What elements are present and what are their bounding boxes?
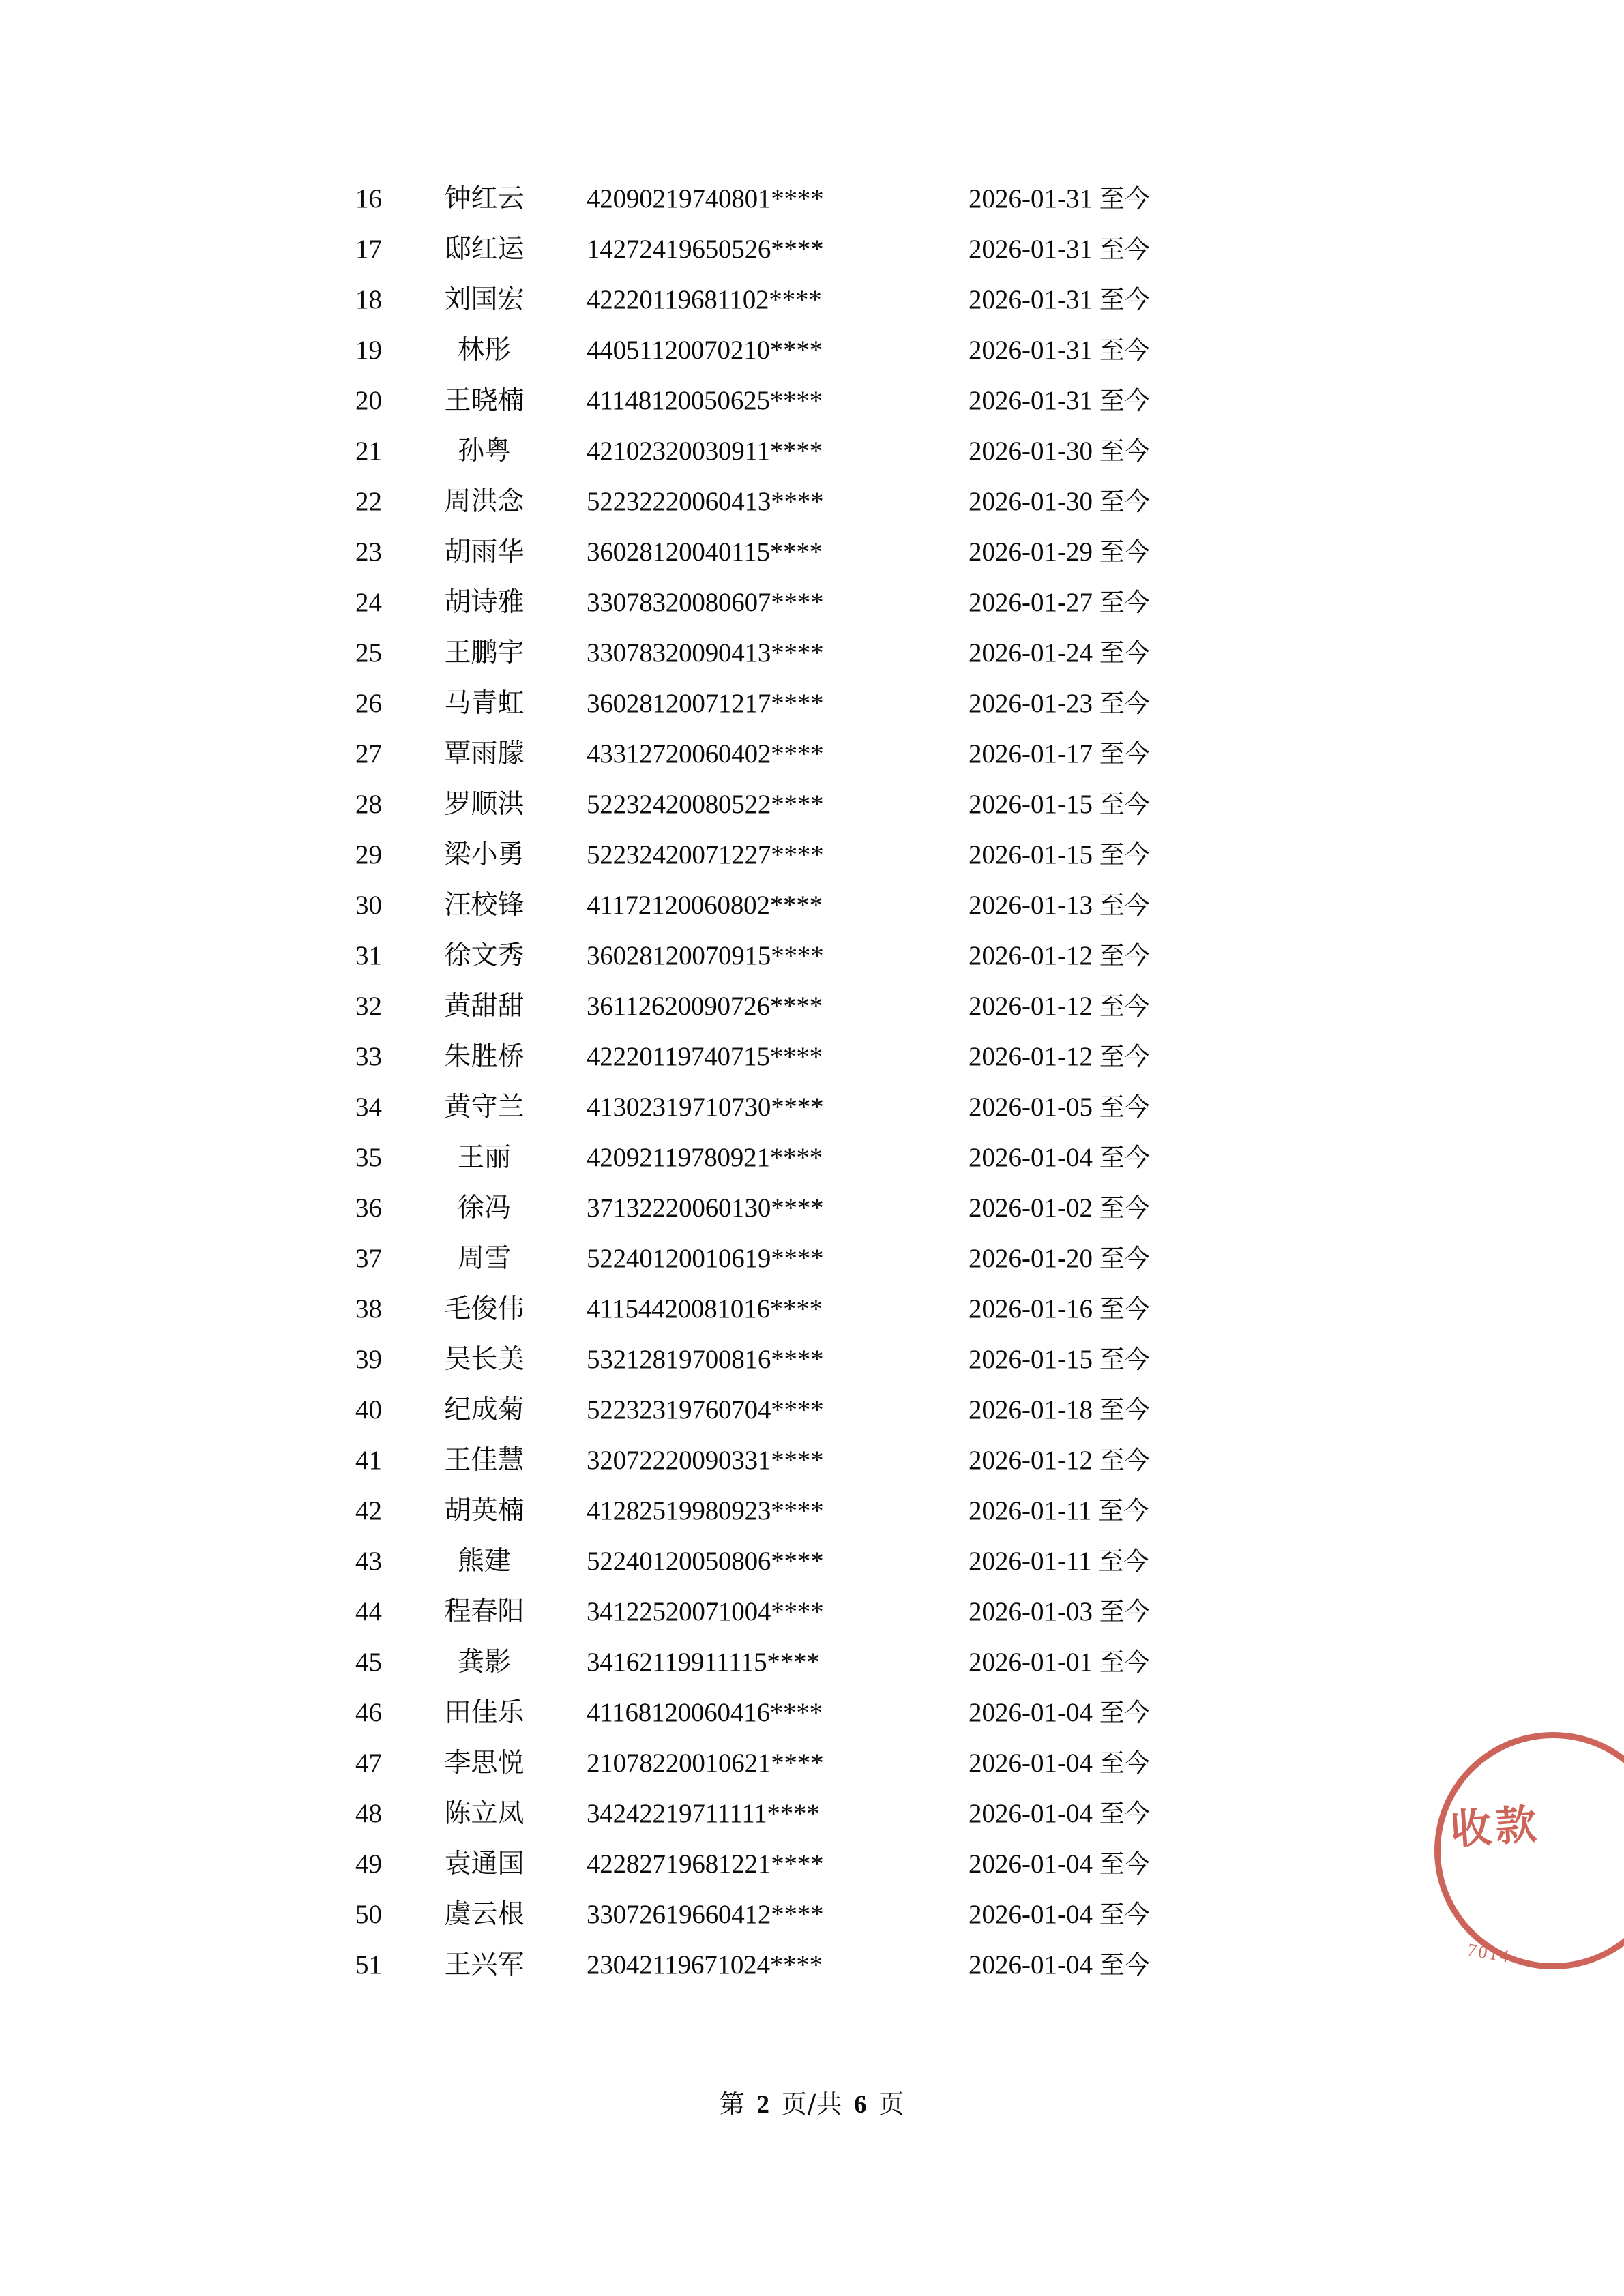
row-name: 龚影 [457,1646,511,1678]
row-date-range [969,477,1624,527]
row-status: 至今 [1098,1495,1149,1525]
row-status: 至今 [1099,1899,1150,1929]
row-id-number: 41172120060802**** [587,890,823,920]
row-date: 2026-01-31 [969,284,1093,314]
table-row [0,981,1624,1032]
row-id-number: 42282719681221**** [587,1849,824,1879]
footer-prefix: 第 [719,2089,745,2119]
table-row [0,1335,1624,1385]
row-id-number: 52232220060413**** [587,486,824,516]
table-row [0,376,1624,426]
row-index: 16 [355,183,382,213]
table-row [0,880,1624,931]
row-index: 50 [355,1899,382,1929]
row-date: 2026-01-15 [969,1344,1093,1374]
row-index: 46 [355,1697,382,1727]
row-date: 2026-01-31 [969,335,1093,365]
row-date: 2026-01-30 [969,436,1093,466]
row-name: 吴长美 [444,1343,525,1375]
row-status: 至今 [1099,739,1150,769]
row-id-number: 52232420080522**** [587,789,824,819]
row-date-range [969,275,1624,325]
row-status: 至今 [1099,1798,1150,1828]
row-id-number: 41154420081016**** [587,1294,823,1324]
row-name: 李思悦 [444,1747,525,1778]
row-date-range [969,779,1624,830]
row-id-number: 36112620090726**** [587,991,823,1021]
row-name: 邸红运 [444,233,525,265]
row-date-range [969,628,1624,679]
row-name: 马青虹 [444,687,525,719]
row-index: 37 [355,1243,382,1273]
table-row [0,1133,1624,1183]
table-row [0,729,1624,779]
row-index: 41 [355,1445,382,1475]
row-index: 43 [355,1546,382,1576]
table-row [0,1587,1624,1637]
row-name: 虞云根 [444,1898,525,1930]
row-date: 2026-01-27 [969,587,1093,617]
row-index: 22 [355,486,382,516]
row-date: 2026-01-20 [969,1243,1093,1273]
row-date: 2026-01-13 [969,890,1093,920]
row-status: 至今 [1099,234,1150,264]
row-name: 汪校锋 [444,889,525,921]
row-date: 2026-01-04 [969,1697,1093,1727]
row-id-number: 33072619660412**** [587,1899,824,1929]
row-index: 19 [355,335,382,365]
row-status: 至今 [1099,1142,1150,1172]
row-name: 胡雨华 [444,536,525,567]
row-status: 至今 [1099,385,1150,415]
row-date: 2026-01-18 [969,1395,1093,1425]
row-name: 毛俊伟 [444,1293,525,1324]
table-row [0,1385,1624,1435]
row-id-number: 34122520071004**** [587,1596,824,1626]
table-row [0,628,1624,679]
row-status: 至今 [1099,1950,1150,1980]
row-status: 至今 [1099,1193,1150,1223]
row-status: 至今 [1099,1647,1150,1677]
row-index: 17 [355,234,382,264]
row-id-number: 34242219711111**** [587,1798,820,1828]
footer-total-pages: 6 [854,2091,868,2119]
row-status: 至今 [1099,789,1150,819]
row-id-number: 52240120010619**** [587,1243,824,1273]
row-date: 2026-01-31 [969,234,1093,264]
row-name: 罗顺洪 [444,788,525,820]
row-name: 黄甜甜 [444,990,525,1022]
page-footer [0,2083,1624,2120]
row-date-range [969,1587,1624,1637]
row-status: 至今 [1099,335,1150,365]
row-name: 钟红云 [444,183,525,214]
row-date: 2026-01-12 [969,1041,1093,1071]
row-index: 33 [355,1041,382,1071]
row-date: 2026-01-12 [969,991,1093,1021]
row-status: 至今 [1099,1243,1150,1273]
row-name: 熊建 [457,1545,511,1577]
row-id-number: 33078320090413**** [587,638,824,668]
row-name: 陈立凤 [444,1798,525,1829]
row-status: 至今 [1099,1748,1150,1778]
row-date-range [969,1284,1624,1335]
row-status: 至今 [1099,688,1150,718]
row-date-range [969,830,1624,880]
row-date-range [969,1536,1624,1587]
row-index: 48 [355,1798,382,1828]
row-name: 田佳乐 [444,1697,525,1728]
row-id-number: 53212819700816**** [587,1344,824,1374]
row-date: 2026-01-29 [969,537,1093,567]
row-id-number: 52240120050806**** [587,1546,824,1576]
table-row [0,1940,1624,1991]
row-index: 51 [355,1950,382,1980]
table-row [0,224,1624,275]
table-row [0,477,1624,527]
row-date-range [969,426,1624,477]
footer-middle: 页/共 [781,2089,843,2119]
row-id-number: 52232319760704**** [587,1395,824,1425]
row-id-number: 41168120060416**** [587,1697,823,1727]
row-name: 徐冯 [457,1192,511,1223]
row-id-number: 34162119911115**** [587,1647,820,1677]
row-id-number: 37132220060130**** [587,1193,824,1223]
row-name: 周洪念 [444,486,525,517]
row-name: 刘国宏 [444,284,525,315]
row-id-number: 36028120071217**** [587,688,824,718]
row-date: 2026-01-17 [969,739,1093,769]
row-date: 2026-01-02 [969,1193,1093,1223]
table-row [0,1032,1624,1082]
table-row [0,1839,1624,1890]
table-row [0,1435,1624,1486]
row-index: 44 [355,1596,382,1626]
row-index: 35 [355,1142,382,1172]
row-date-range [969,174,1624,224]
row-index: 23 [355,537,382,567]
row-date: 2026-01-04 [969,1142,1093,1172]
row-name: 程春阳 [444,1596,525,1627]
table-row [0,1284,1624,1335]
row-index: 42 [355,1495,382,1525]
row-date-range [969,729,1624,779]
row-date-range [969,1486,1624,1536]
row-status: 至今 [1099,183,1150,213]
row-index: 20 [355,385,382,415]
table-row [0,1536,1624,1587]
row-date-range [969,1234,1624,1284]
row-date-range [969,679,1624,729]
row-status: 至今 [1099,1395,1150,1425]
row-status: 至今 [1099,486,1150,516]
row-date: 2026-01-12 [969,1445,1093,1475]
row-index: 47 [355,1748,382,1778]
table-row [0,174,1624,224]
row-id-number: 42220119740715**** [587,1041,823,1071]
row-index: 31 [355,940,382,970]
row-date: 2026-01-24 [969,638,1093,668]
row-index: 25 [355,638,382,668]
row-index: 36 [355,1193,382,1223]
row-date-range [969,325,1624,376]
row-name: 袁通国 [444,1848,525,1879]
row-id-number: 44051120070210**** [587,335,823,365]
row-date-range [969,1032,1624,1082]
table-row [0,1082,1624,1133]
footer-suffix: 页 [879,2089,905,2119]
row-index: 40 [355,1395,382,1425]
row-status: 至今 [1098,1546,1149,1576]
row-date: 2026-01-31 [969,385,1093,415]
table-row [0,1738,1624,1789]
row-name: 覃雨朦 [444,738,525,769]
row-index: 26 [355,688,382,718]
row-status: 至今 [1099,1697,1150,1727]
row-date-range [969,981,1624,1032]
row-name: 胡英楠 [444,1495,525,1526]
row-status: 至今 [1099,1041,1150,1071]
row-status: 至今 [1099,587,1150,617]
row-name: 林彤 [457,334,511,366]
table-row [0,426,1624,477]
row-id-number: 43312720060402**** [587,739,824,769]
row-date: 2026-01-04 [969,1748,1093,1778]
row-status: 至今 [1099,436,1150,466]
row-date: 2026-01-11 [969,1546,1092,1576]
row-date-range [969,1385,1624,1435]
table-row [0,578,1624,628]
row-date-range [969,1133,1624,1183]
row-index: 28 [355,789,382,819]
row-name: 王兴军 [444,1949,525,1980]
row-date-range [969,578,1624,628]
row-status: 至今 [1099,1596,1150,1626]
row-name: 黄守兰 [444,1091,525,1122]
row-date: 2026-01-04 [969,1950,1093,1980]
row-id-number: 23042119671024**** [587,1950,823,1980]
row-id-number: 36028120070915**** [587,940,824,970]
row-date: 2026-01-04 [969,1798,1093,1828]
seal-text: 收款 [1449,1800,1542,1855]
row-date-range [969,1082,1624,1133]
row-date-range [969,1435,1624,1486]
row-name: 孙粤 [457,435,511,466]
row-date-range [969,376,1624,426]
row-date: 2026-01-01 [969,1647,1093,1677]
row-status: 至今 [1099,1445,1150,1475]
row-status: 至今 [1099,839,1150,869]
row-status: 至今 [1099,1344,1150,1374]
row-name: 周雪 [457,1242,511,1274]
table-row [0,679,1624,729]
row-index: 49 [355,1849,382,1879]
row-name: 王丽 [457,1142,511,1173]
row-id-number: 42220119681102**** [587,284,822,314]
row-index: 45 [355,1647,382,1677]
row-status: 至今 [1099,890,1150,920]
row-status: 至今 [1099,537,1150,567]
row-id-number: 41282519980923**** [587,1495,824,1525]
row-date: 2026-01-30 [969,486,1093,516]
row-index: 39 [355,1344,382,1374]
table-row [0,1234,1624,1284]
row-date-range [969,880,1624,931]
row-date-range [969,1688,1624,1738]
row-date-range [969,224,1624,275]
seal-number: 7014 [1466,1939,1513,1967]
table-row [0,1637,1624,1688]
table-row [0,830,1624,880]
table-row [0,1688,1624,1738]
row-index: 24 [355,587,382,617]
row-id-number: 36028120040115**** [587,537,823,567]
row-date: 2026-01-04 [969,1849,1093,1879]
row-date-range [969,1183,1624,1234]
row-name: 朱胜桥 [444,1041,525,1072]
row-id-number: 21078220010621**** [587,1748,824,1778]
row-date: 2026-01-15 [969,789,1093,819]
row-id-number: 41148120050625**** [587,385,823,415]
row-date: 2026-01-05 [969,1092,1093,1122]
row-id-number: 33078320080607**** [587,587,824,617]
table-row [0,275,1624,325]
table-row [0,325,1624,376]
row-id-number: 52232420071227**** [587,839,824,869]
row-status: 至今 [1099,991,1150,1021]
row-date-range [969,1335,1624,1385]
row-name: 梁小勇 [444,839,525,870]
row-id-number: 32072220090331**** [587,1445,824,1475]
row-name: 纪成菊 [444,1394,525,1425]
row-name: 王晓楠 [444,385,525,416]
row-index: 27 [355,739,382,769]
row-status: 至今 [1099,284,1150,314]
footer-page-number: 2 [756,2091,770,2119]
row-index: 18 [355,284,382,314]
row-status: 至今 [1099,1294,1150,1324]
table-row [0,1789,1624,1839]
row-id-number: 42102320030911**** [587,436,823,466]
row-index: 30 [355,890,382,920]
records-table [0,174,1624,1991]
row-name: 王鹏宇 [444,637,525,668]
table-row [0,1890,1624,1940]
row-status: 至今 [1099,638,1150,668]
row-date-range [969,1637,1624,1688]
row-id-number: 14272419650526**** [587,234,824,264]
row-index: 21 [355,436,382,466]
row-status: 至今 [1099,940,1150,970]
row-status: 至今 [1099,1092,1150,1122]
row-date: 2026-01-11 [969,1495,1092,1525]
row-status: 至今 [1099,1849,1150,1879]
row-date: 2026-01-04 [969,1899,1093,1929]
row-name: 胡诗雅 [444,586,525,618]
row-index: 32 [355,991,382,1021]
row-name: 徐文秀 [444,940,525,971]
row-index: 34 [355,1092,382,1122]
row-date: 2026-01-12 [969,940,1093,970]
table-row [0,931,1624,981]
row-date-range [969,527,1624,578]
row-id-number: 42090219740801**** [587,183,824,213]
table-row [0,779,1624,830]
row-date: 2026-01-23 [969,688,1093,718]
row-date: 2026-01-31 [969,183,1093,213]
table-row [0,527,1624,578]
row-date-range [969,931,1624,981]
row-name: 王佳慧 [444,1444,525,1476]
row-id-number: 42092119780921**** [587,1142,823,1172]
row-date: 2026-01-15 [969,839,1093,869]
row-id-number: 41302319710730**** [587,1092,824,1122]
table-row [0,1183,1624,1234]
row-date: 2026-01-03 [969,1596,1093,1626]
row-index: 29 [355,839,382,869]
row-date: 2026-01-16 [969,1294,1093,1324]
table-row [0,1486,1624,1536]
row-index: 38 [355,1294,382,1324]
